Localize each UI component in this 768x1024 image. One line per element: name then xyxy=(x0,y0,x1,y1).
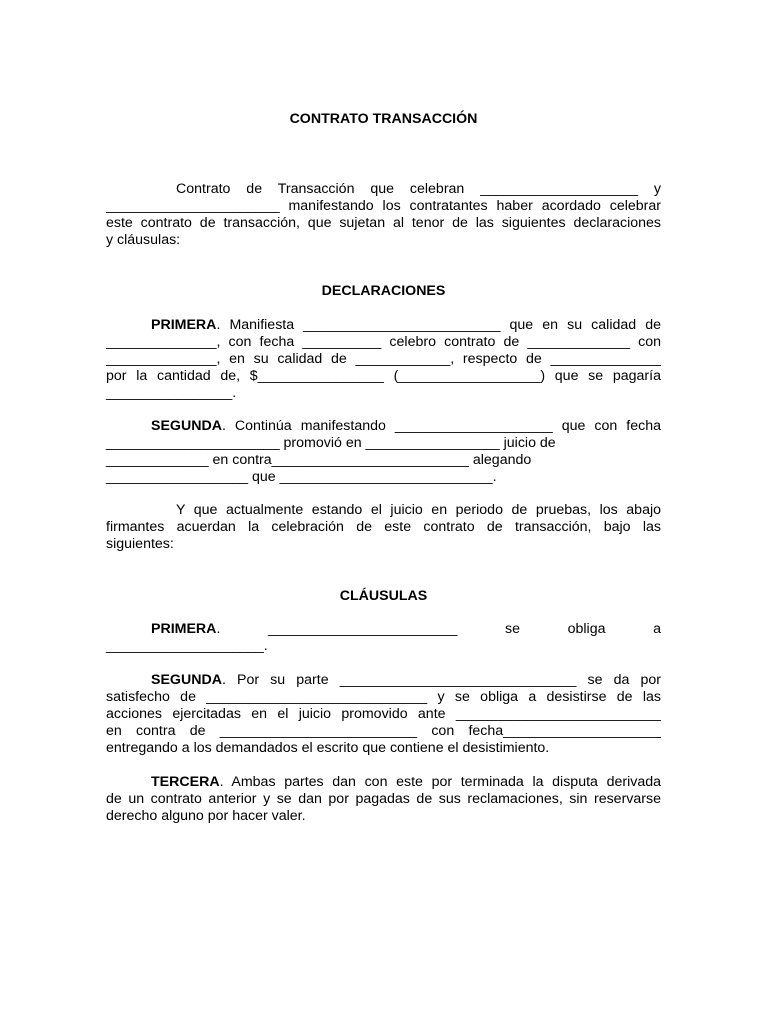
clausula-segunda-line-4: en contra de _________________________ con fecha____________________ xyxy=(106,723,661,739)
clausula-segunda-label: SEGUNDA xyxy=(151,672,222,688)
clausula-segunda-line-2: satisfecho de ____________________________ y se obliga a desistirse de las xyxy=(106,689,661,705)
clausula-primera-line-1 xyxy=(106,621,661,638)
clausula-tercera-line-3: derecho alguno por hacer valer. xyxy=(106,808,306,824)
clausula-tercera-line-2: de un contrato anterior y se dan por pagadas de sus reclamaciones, sin reservarse xyxy=(106,791,661,807)
declaracion-primera-line-4: por la cantidad de, $________________ (__________________) que se pagaría xyxy=(106,368,661,384)
intro-line-1: Contrato de Transacción que celebran ____________________ y xyxy=(176,181,661,197)
intro-line-4: y cláusulas: xyxy=(106,232,181,248)
intro-paragraph xyxy=(106,181,661,249)
declaracion-segunda-label: SEGUNDA xyxy=(151,418,222,434)
clausula-primera-line-2: ____________________. xyxy=(106,638,268,654)
declaracion-primera-line-3: ______________, en su calidad de ____________, respecto de ______________ xyxy=(106,351,661,367)
clausula-segunda-line-3: acciones ejercitadas en el juicio promovido ante __________________________ xyxy=(106,706,661,722)
declaracion-primera-line-5: ________________. xyxy=(106,385,237,401)
closing-line-3: siguientes: xyxy=(106,536,174,552)
clausula-primera xyxy=(106,621,661,655)
declaracion-segunda-line-3: _____________ en contra_________________________ alegando xyxy=(106,452,532,468)
declaracion-primera-line-2: ______________, con fecha __________ celebro contrato de _____________ con xyxy=(106,334,661,350)
closing-line-2: firmantes acuerdan la celebración de este contrato de transacción, bajo las xyxy=(106,519,661,535)
clausula-primera-label: PRIMERA xyxy=(151,621,217,637)
declaracion-segunda-line-1 xyxy=(106,418,661,435)
declaracion-segunda-text-1: . Continúa manifestando ____________________ que con fecha xyxy=(221,418,661,434)
declaraciones-heading: DECLARACIONES xyxy=(321,283,446,299)
clausula-segunda xyxy=(106,672,661,757)
declaracion-segunda xyxy=(106,418,661,486)
clausula-primera-text-1: . ________________________ se obliga a xyxy=(216,621,661,637)
clausula-segunda-text-1: . Por su parte ______________________________ se da por xyxy=(221,672,661,688)
declaracion-primera-label: PRIMERA xyxy=(151,317,217,333)
declaracion-primera xyxy=(106,317,661,402)
declaracion-segunda-line-4: __________________ que ___________________________. xyxy=(106,469,497,485)
clausula-segunda-line-1 xyxy=(106,672,661,689)
clausula-tercera-label: TERCERA xyxy=(151,774,220,790)
document-title: CONTRATO TRANSACCIÓN xyxy=(289,111,478,127)
clausulas-heading: CLÁUSULAS xyxy=(339,588,428,604)
clausula-tercera xyxy=(106,774,661,825)
closing-line-1: Y que actualmente estando el juicio en periodo de pruebas, los abajo xyxy=(176,502,661,518)
clausula-tercera-line-1 xyxy=(106,774,661,791)
declaraciones-closing xyxy=(106,502,661,553)
intro-line-2: ______________________ manifestando los contratantes haber acordado celebrar xyxy=(106,198,661,214)
clausula-segunda-line-5: entregando a los demandados el escrito que contiene el desistimiento. xyxy=(106,740,550,756)
declaracion-primera-text-1: . Manifiesta _________________________ que en su calidad de xyxy=(216,317,661,333)
declaracion-primera-line-1 xyxy=(106,317,661,334)
declaracion-segunda-line-2: ______________________ promovió en _________________ juicio de xyxy=(106,435,556,451)
clausula-tercera-text-1: . Ambas partes dan con este por terminada la disputa derivada xyxy=(219,774,661,790)
intro-line-3: este contrato de transacción, que sujetan al tenor de las siguientes declaraciones xyxy=(106,215,661,231)
